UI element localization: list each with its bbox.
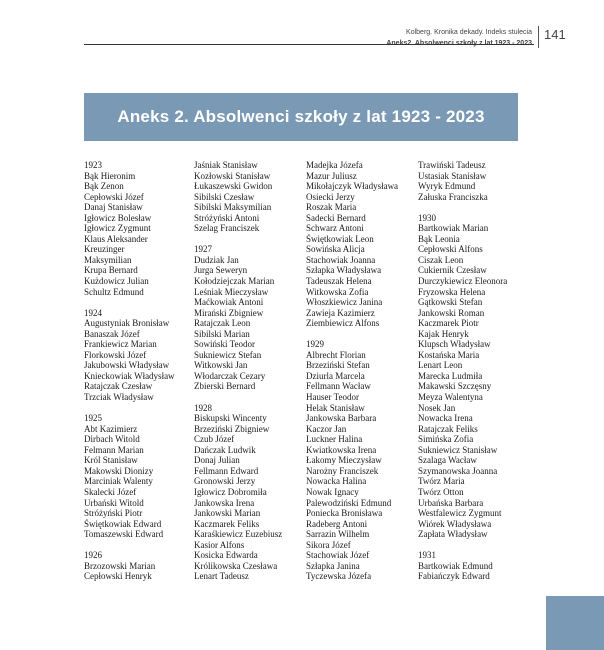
graduate-name: Schultz Edmund bbox=[84, 286, 144, 297]
graduate-name: Świętkowiak Edward bbox=[84, 518, 162, 529]
graduate-name: Zawieja Kazimierz bbox=[306, 307, 375, 318]
graduate-name: Świętkowiak Leon bbox=[306, 233, 374, 244]
graduate-name: Wyryk Edmund bbox=[418, 181, 476, 192]
graduate-name: Dirbach Witold bbox=[84, 434, 140, 445]
year-heading: 1931 bbox=[418, 550, 436, 561]
graduate-name: Poniecka Bronisława bbox=[306, 508, 383, 519]
graduate-name: Florkowski Józef bbox=[84, 349, 147, 360]
header-divider bbox=[538, 26, 539, 48]
graduate-name: Tyczewska Józefa bbox=[306, 571, 372, 582]
graduate-name: Bąk Hieronim bbox=[84, 170, 136, 181]
graduate-name: Nowak Ignacy bbox=[306, 486, 359, 497]
graduate-name: Kasior Alfons bbox=[194, 539, 245, 550]
graduate-name: Królikowska Czesława bbox=[194, 560, 278, 571]
graduate-name: Trzciak Władysław bbox=[84, 392, 154, 403]
spacer bbox=[194, 392, 312, 403]
graduate-name: Augustyniak Bronisław bbox=[84, 318, 170, 329]
graduate-name: Cukiernik Czesław bbox=[418, 265, 487, 276]
graduate-name: Kreuzinger bbox=[84, 244, 125, 255]
graduate-name: Hauser Teodor bbox=[306, 392, 359, 403]
graduate-name: Brzeziński Stefan bbox=[306, 360, 370, 371]
graduate-name: Makawski Szczęsny bbox=[418, 381, 492, 392]
year-heading: 1925 bbox=[84, 413, 102, 424]
names-column-3 bbox=[306, 160, 424, 582]
graduate-name: Danaj Stanisław bbox=[84, 202, 143, 213]
graduate-name: Igłowicz Bolesław bbox=[84, 212, 152, 223]
header-book-title: Kolberg. Kronika dekady. Indeks stulecia bbox=[406, 29, 532, 36]
spacer bbox=[84, 403, 202, 414]
graduate-name: Fellmann Edward bbox=[194, 465, 259, 476]
graduate-name: Włodarczak Cezary bbox=[194, 370, 266, 381]
graduate-name: Fabiańczyk Edward bbox=[418, 571, 490, 582]
graduate-name: Krupa Bernard bbox=[84, 265, 138, 276]
graduate-name: Jankowski Roman bbox=[418, 307, 485, 318]
graduate-name: Jaśniak Stanisław bbox=[194, 160, 258, 170]
graduate-name: Zapłata Władysław bbox=[418, 529, 488, 540]
graduate-name: Maćkowiak Antoni bbox=[194, 297, 264, 308]
graduate-name: Tadeuszak Helena bbox=[306, 276, 372, 287]
graduate-name: Makowski Dionizy bbox=[84, 465, 154, 476]
spacer bbox=[194, 234, 312, 245]
graduate-name: Cepłowski Henryk bbox=[84, 571, 152, 582]
year-heading: 1923 bbox=[84, 160, 102, 170]
title-banner bbox=[84, 93, 518, 141]
graduate-name: Sikora Józef bbox=[306, 539, 351, 550]
graduate-name: Durczykiewicz Eleonora bbox=[418, 276, 508, 287]
graduate-name: Witkowski Jan bbox=[194, 360, 248, 371]
graduate-name: Kosicka Edwarda bbox=[194, 550, 258, 561]
graduate-name: Lenart Leon bbox=[418, 360, 463, 371]
graduate-name: Lenart Tadeusz bbox=[194, 571, 249, 582]
graduate-name: Sibilski Maksymilian bbox=[194, 202, 272, 213]
graduate-name: Ziembiewicz Alfons bbox=[306, 318, 380, 329]
names-column-1 bbox=[84, 160, 202, 582]
year-heading: 1929 bbox=[306, 339, 324, 350]
graduate-name: Stachowiak Joanna bbox=[306, 254, 376, 265]
graduate-name: Bąk Leonia bbox=[418, 233, 460, 244]
page-title: Aneks 2. Absolwenci szkoły z lat 1923 - 2023 bbox=[117, 107, 485, 126]
year-heading: 1928 bbox=[194, 402, 212, 413]
graduate-name: Frankiewicz Marian bbox=[84, 339, 157, 350]
names-column-4 bbox=[418, 160, 536, 582]
graduate-name: Biskupski Wincenty bbox=[194, 413, 267, 424]
graduate-name: Stróżyński Piotr bbox=[84, 508, 143, 519]
year-heading: 1926 bbox=[84, 550, 102, 561]
graduate-name: Palewodziński Edmund bbox=[306, 497, 392, 508]
graduate-name: Jankowska Irena bbox=[194, 497, 255, 508]
graduate-name: Marecka Ludmiła bbox=[418, 370, 483, 381]
graduate-name: Wiórek Władysława bbox=[418, 518, 492, 529]
graduate-name: Gronowski Jerzy bbox=[194, 476, 256, 487]
graduate-name: Szłapka Władysława bbox=[306, 265, 382, 276]
graduate-name: Sibilski Czesław bbox=[194, 191, 255, 202]
graduate-name: Sarrazin Wilhelm bbox=[306, 529, 370, 540]
graduate-name: Jakubowski Władysław bbox=[84, 360, 170, 371]
graduate-name: Włoszkiewicz Janina bbox=[306, 297, 383, 308]
graduate-name: Helak Stanisław bbox=[306, 402, 365, 413]
graduate-name: Cepłowski Józef bbox=[84, 191, 144, 202]
graduate-name: Albrecht Florian bbox=[306, 349, 366, 360]
graduate-name: Kaczor Jan bbox=[306, 423, 347, 434]
graduate-name: Knieckowiak Władysław bbox=[84, 370, 175, 381]
graduate-name: Ratajczak Feliks bbox=[418, 423, 478, 434]
graduate-name: Igłowicz Dobromiła bbox=[194, 486, 267, 497]
graduate-name: Urbańska Barbara bbox=[418, 497, 484, 508]
graduate-name: Banaszak Józef bbox=[84, 328, 140, 339]
graduate-name: Kaczmarek Piotr bbox=[418, 318, 479, 329]
graduate-name: Ciszak Leon bbox=[418, 254, 464, 265]
graduate-name: Mikołajczyk Władysława bbox=[306, 181, 399, 192]
graduate-name: Donaj Julian bbox=[194, 455, 240, 466]
graduate-name: Nosek Jan bbox=[418, 402, 456, 413]
spacer bbox=[84, 540, 202, 551]
graduate-name: Witkowska Zofia bbox=[306, 286, 369, 297]
graduate-name: Luckner Halina bbox=[306, 434, 363, 445]
graduate-name: Ratajczak Czesław bbox=[84, 381, 153, 392]
graduate-name: Klupsch Władysław bbox=[418, 339, 491, 350]
graduate-name: Trawiński Tadeusz bbox=[418, 160, 486, 170]
graduate-name: Brzeziński Zbigniew bbox=[194, 423, 270, 434]
graduate-name: Sukniewicz Stanisław bbox=[418, 444, 498, 455]
graduate-name: Bąk Zenon bbox=[84, 181, 124, 192]
graduate-name: Ratajczak Leon bbox=[194, 318, 251, 329]
graduate-name: Felmann Marian bbox=[84, 444, 144, 455]
graduate-name: Sibilski Marian bbox=[194, 328, 250, 339]
graduate-name: Urbański Witold bbox=[84, 497, 144, 508]
graduate-name: Meyza Walentyna bbox=[418, 392, 483, 403]
graduate-name: Kostańska Maria bbox=[418, 349, 480, 360]
graduate-name: Abt Kazimierz bbox=[84, 423, 138, 434]
graduate-name: Zbierski Bernard bbox=[194, 381, 256, 392]
spacer bbox=[306, 329, 424, 340]
graduate-name: Ustasiak Stanisław bbox=[418, 170, 487, 181]
graduate-name: Jurga Seweryn bbox=[194, 265, 248, 276]
graduate-name: Twórz Maria bbox=[418, 476, 465, 487]
graduate-name: Kajak Henryk bbox=[418, 328, 469, 339]
graduate-name: Szymanowska Joanna bbox=[418, 465, 498, 476]
graduate-name: Jankowska Barbara bbox=[306, 413, 377, 424]
graduate-name: Sowiński Teodor bbox=[194, 339, 255, 350]
graduate-name: Kołodziejczak Marian bbox=[194, 276, 275, 287]
corner-block bbox=[546, 596, 604, 650]
graduate-name: Tomaszewski Edward bbox=[84, 529, 164, 540]
graduate-name: Narożny Franciszek bbox=[306, 465, 379, 476]
graduate-name: Stachowiak Józef bbox=[306, 550, 370, 561]
graduate-name: Szłapka Janina bbox=[306, 560, 360, 571]
graduate-name: Klaus Aleksander bbox=[84, 233, 148, 244]
year-heading: 1930 bbox=[418, 212, 436, 223]
graduate-name: Marciniak Walenty bbox=[84, 476, 153, 487]
spacer bbox=[84, 297, 202, 308]
graduate-name: Kwiatkowska Irena bbox=[306, 444, 377, 455]
graduate-name: Bartkowiak Edmund bbox=[418, 560, 493, 571]
graduate-name: Łakomy Mieczysław bbox=[306, 455, 382, 466]
page-number: 141 bbox=[544, 27, 566, 42]
graduate-name: Sowińska Alicja bbox=[306, 244, 365, 255]
graduate-name: Westfalewicz Zygmunt bbox=[418, 508, 502, 519]
spacer bbox=[418, 540, 536, 551]
graduate-name: Twórz Otton bbox=[418, 486, 464, 497]
graduate-name: Szalaga Wacław bbox=[418, 455, 477, 466]
graduate-name: Mazur Juliusz bbox=[306, 170, 357, 181]
graduate-name: Radeberg Antoni bbox=[306, 518, 368, 529]
graduate-name: Karaśkiewicz Euzebiusz bbox=[194, 529, 283, 540]
graduate-name: Szelag Franciszek bbox=[194, 223, 260, 234]
graduate-name: Jankowski Marian bbox=[194, 508, 261, 519]
graduate-name: Fellmann Wacław bbox=[306, 381, 371, 392]
year-heading: 1924 bbox=[84, 307, 102, 318]
graduate-name: Stróżyński Antoni bbox=[194, 212, 260, 223]
spacer bbox=[418, 202, 536, 213]
graduate-name: Nowacka Irena bbox=[418, 413, 473, 424]
header-rule bbox=[84, 44, 534, 45]
graduate-name: Skalecki Józef bbox=[84, 486, 137, 497]
graduate-name: Igłowicz Zygmunt bbox=[84, 223, 151, 234]
graduate-name: Bartkowiak Marian bbox=[418, 223, 489, 234]
graduate-name: Załuska Franciszka bbox=[418, 191, 488, 202]
graduate-name: Roszak Maria bbox=[306, 202, 357, 213]
graduate-name: Brzozowski Marian bbox=[84, 560, 156, 571]
graduate-name: Mirański Zbigniew bbox=[194, 307, 264, 318]
graduate-name: Gątkowski Stefan bbox=[418, 297, 483, 308]
graduate-name: Simińska Zofia bbox=[418, 434, 474, 445]
graduate-name: Fryzowska Helena bbox=[418, 286, 486, 297]
graduate-name: Kozłowski Stanisław bbox=[194, 170, 271, 181]
graduate-name: Król Stanisław bbox=[84, 455, 138, 466]
graduate-name: Nowacka Halina bbox=[306, 476, 367, 487]
graduate-name: Dudziak Jan bbox=[194, 254, 239, 265]
graduate-name: Czub Józef bbox=[194, 434, 235, 445]
graduate-name: Madejka Józefa bbox=[306, 160, 363, 170]
graduate-name: Osiecki Jerzy bbox=[306, 191, 355, 202]
graduate-name: Kaczmarek Feliks bbox=[194, 518, 260, 529]
graduate-name: Kużdowicz Julian bbox=[84, 276, 149, 287]
names-column-2 bbox=[194, 160, 312, 582]
graduate-name: Sukniewicz Stefan bbox=[194, 349, 262, 360]
graduate-name: Maksymilian bbox=[84, 254, 132, 265]
graduate-name: Łukaszewski Gwidon bbox=[194, 181, 273, 192]
graduate-name: Schwarz Antoni bbox=[306, 223, 364, 234]
year-heading: 1927 bbox=[194, 244, 212, 255]
graduate-name: Dańczak Ludwik bbox=[194, 444, 256, 455]
graduate-name: Cepłowski Alfons bbox=[418, 244, 483, 255]
graduate-name: Dziurla Marcela bbox=[306, 370, 365, 381]
graduate-name: Leśniak Mieczysław bbox=[194, 286, 269, 297]
graduate-name: Sadecki Bernard bbox=[306, 212, 366, 223]
